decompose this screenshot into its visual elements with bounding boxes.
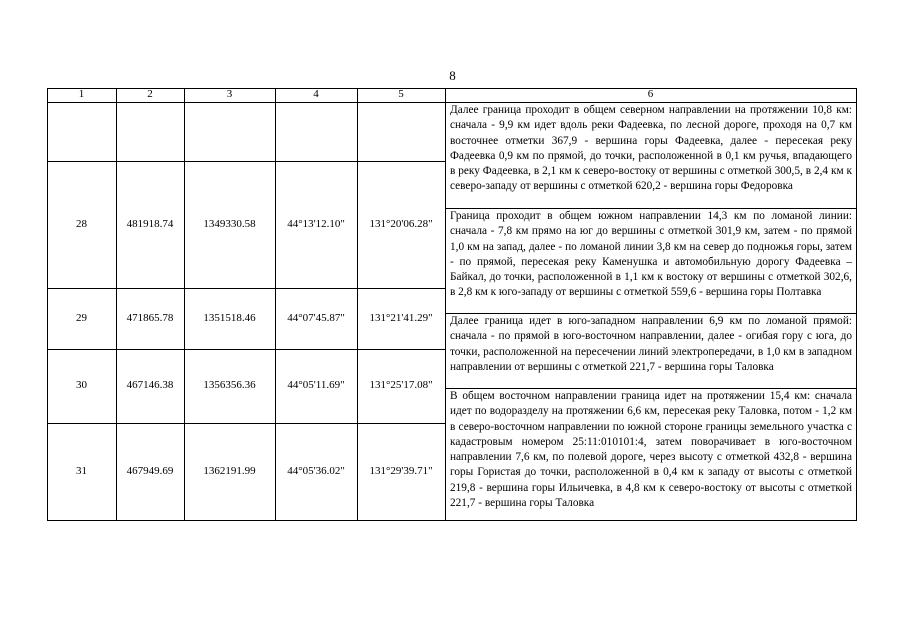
cell-latitude: 44°05'36.02" — [287, 465, 345, 477]
header-col-3: 3 — [226, 88, 233, 100]
header-col-5: 5 — [398, 88, 404, 100]
cell-y-coordinate: 1351518.46 — [203, 312, 256, 324]
boundary-description: Далее граница идет в юго-западном направлении 6,9 км по ломаной прямой: сначала - по прямой в юго-восточном направлении, далее - огибая гору с юга, до точки, расположенной на пересечении линий электропередачи, в 1,0 км в западном направлении от вершины с отметкой 221,7 - вершина горы Таловка — [450, 315, 852, 373]
cell-x-coordinate: 467146.38 — [126, 379, 174, 391]
page-number: 8 — [449, 68, 456, 83]
cell-y-coordinate: 1356356.36 — [203, 379, 256, 391]
table-bottom-border — [47, 520, 857, 521]
cell-x-coordinate: 481918.74 — [126, 218, 174, 230]
col-line-1 — [116, 88, 117, 521]
col-line-3 — [275, 88, 276, 521]
row-sep-1 — [47, 161, 445, 162]
row-sep-4 — [47, 423, 445, 424]
cell-x-coordinate: 471865.78 — [126, 312, 174, 324]
cell-x-coordinate: 467949.69 — [126, 465, 174, 477]
cell-point-number: 29 — [76, 312, 87, 324]
col-line-4 — [357, 88, 358, 521]
cell-y-coordinate: 1349330.58 — [203, 218, 256, 230]
cell-latitude: 44°07'45.87" — [287, 312, 345, 324]
cell-point-number: 28 — [76, 218, 87, 230]
col-line-2 — [184, 88, 185, 521]
cell-point-number: 31 — [76, 465, 87, 477]
header-col-4: 4 — [313, 88, 319, 100]
cell-longitude: 131°21'41.29" — [369, 312, 433, 324]
header-col-6: 6 — [647, 88, 654, 100]
col-line-6 — [856, 88, 857, 521]
cell-longitude: 131°29'39.71" — [369, 465, 433, 477]
header-col-1: 1 — [78, 88, 85, 100]
cell-y-coordinate: 1362191.99 — [203, 465, 256, 477]
row-sep-2 — [47, 288, 445, 289]
cell-longitude: 131°25'17.08" — [369, 379, 433, 391]
col-line-0 — [47, 88, 48, 521]
header-col-2: 2 — [147, 88, 153, 100]
cell-point-number: 30 — [76, 379, 87, 391]
boundary-description: В общем восточном направлении граница идет на протяжении 15,4 км: сначала идет по водоразделу на протяжении 6,6 км, пересекая реку Таловка, потом - 1,2 км в северо-восточном направлении по южной стороне границы земельного участка с кадастровым номером 25:11:010101:4, затем поворачивает в юго-восточном направлении 7,6 км, по полевой дороге, через высоту с отметкой 432,8 - вершина горы Гористая до точки, расположенной в 0,4 км к западу от высоты с отметкой 219,8 - вершина горы Ильичевка, в 4,8 км к северо-востоку от высоты с отметкой 221,7 - вершина горы Таловка — [450, 390, 852, 510]
cell-latitude: 44°05'11.69" — [287, 379, 345, 391]
col-line-5 — [445, 88, 446, 521]
cell-latitude: 44°13'12.10" — [287, 218, 345, 230]
boundary-description: Далее граница проходит в общем северном направлении на протяжении 10,8 км: сначала - 9,9 км идет вдоль реки Фадеевка, по лесной дороге, проходя на 0,7 км восточнее отметки 367,9 - вершина горы Фадеевка, далее - пересекая реку Фадеевка 0,9 км по прямой, до точки, расположенной в 0,1 км ручья, впадающего в реку Фадеевка, в 2,1 км к северо-востоку от вершины с отметкой 300,5, в 2,4 км к северо-западу от вершины с отметкой 620,2 - вершина горы Федоровка — [450, 104, 852, 193]
cell-longitude: 131°20'06.28" — [369, 218, 433, 230]
row-sep-3 — [47, 349, 445, 350]
boundary-description: Граница проходит в общем южном направлении 14,3 км по ломаной линии: сначала - 7,8 км прямо на юг до вершины с отметкой 301,9 км, затем - по прямой 1,0 км на запад, далее - по ломаной линии 3,8 км на север до подножья горы, затем - по прямой, пересекая реку Каменушка и автомобильную дорогу Фадеевка – Байкал, до точки, расположенной в 1,1 км к востоку от вершины с отметкой 302,6, в 2,8 км к юго-западу от вершины с отметкой 559,6 - вершина горы Полтавка — [450, 210, 852, 299]
